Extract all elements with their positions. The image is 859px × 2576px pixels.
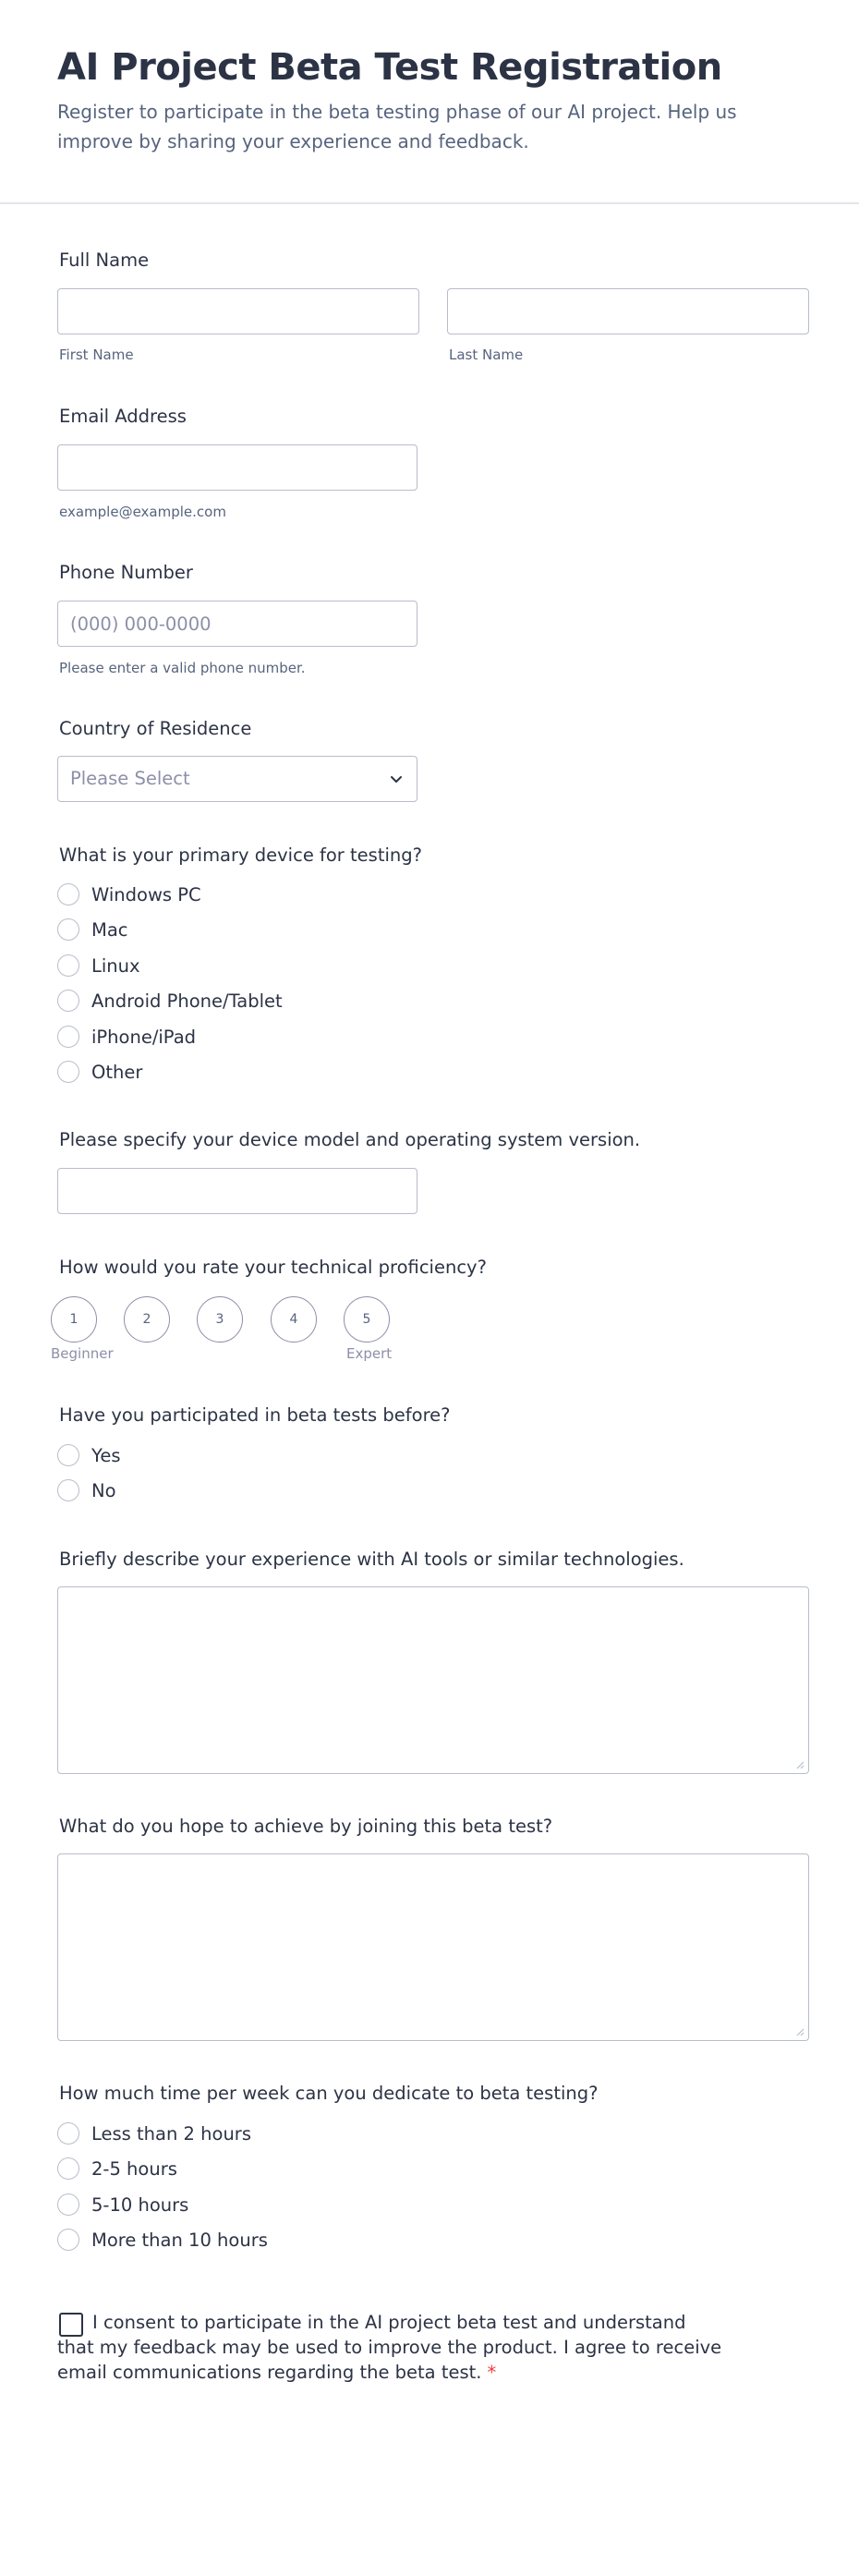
device-option[interactable] (57, 1059, 142, 1085)
radio-button[interactable] (57, 2193, 79, 2216)
device-option-label: Windows PC (91, 883, 201, 905)
radio-button[interactable] (57, 1061, 79, 1083)
rating-option-1[interactable]: 1 (51, 1296, 97, 1343)
beta-before-option-label: No (91, 1479, 116, 1501)
full-name-label: Full Name (59, 249, 150, 271)
beta-before-label: Have you participated in beta tests before? (59, 1404, 451, 1426)
country-select-value: Please Select (70, 768, 190, 789)
time-option[interactable] (57, 2120, 251, 2146)
radio-button[interactable] (57, 883, 79, 905)
device-label: What is your primary device for testing? (59, 844, 422, 866)
email-input[interactable] (57, 444, 417, 491)
first-name-sublabel: First Name (59, 346, 134, 363)
page-title: AI Project Beta Test Registration (57, 46, 722, 89)
radio-button[interactable] (57, 954, 79, 977)
device-option-label: Mac (91, 918, 128, 941)
device-option[interactable] (57, 881, 201, 907)
phone-label: Phone Number (59, 562, 193, 583)
device-model-label: Please specify your device model and operating system version. (59, 1129, 641, 1150)
radio-button[interactable] (57, 1444, 79, 1466)
time-per-week-label: How much time per week can you dedicate to beta testing? (59, 2083, 599, 2104)
radio-button[interactable] (57, 2157, 79, 2180)
rating-option-4[interactable]: 4 (271, 1296, 317, 1343)
time-option[interactable] (57, 2156, 177, 2181)
device-option[interactable] (57, 917, 128, 942)
time-option-label: Less than 2 hours (91, 2122, 251, 2145)
device-option-label: Android Phone/Tablet (91, 990, 283, 1012)
time-option-label: 2-5 hours (91, 2157, 177, 2180)
device-option-label: Other (91, 1061, 143, 1083)
proficiency-label: How would you rate your technical proficiency? (59, 1257, 487, 1278)
consent-label (57, 2310, 722, 2385)
country-label: Country of Residence (59, 718, 252, 739)
rating-option-3[interactable]: 3 (197, 1296, 243, 1343)
device-option-label: iPhone/iPad (91, 1026, 197, 1048)
time-option[interactable] (57, 2227, 268, 2253)
rating-max-label: Expert (346, 1345, 393, 1362)
phone-input[interactable] (57, 601, 417, 647)
device-option-label: Linux (91, 954, 140, 977)
radio-button[interactable] (57, 2122, 79, 2145)
goals-label: What do you hope to achieve by joining this beta test? (59, 1816, 553, 1837)
radio-button[interactable] (57, 918, 79, 941)
time-option-label: 5-10 hours (91, 2193, 189, 2216)
last-name-input[interactable] (447, 288, 809, 334)
radio-button[interactable] (57, 1026, 79, 1048)
email-sublabel: example@example.com (59, 504, 226, 520)
resize-grip-icon[interactable] (795, 2027, 805, 2036)
consent-checkbox[interactable] (59, 2313, 83, 2337)
last-name-sublabel: Last Name (449, 346, 524, 363)
beta-before-option[interactable] (57, 1442, 120, 1468)
rating-option-5[interactable]: 5 (344, 1296, 390, 1343)
consent-text: I consent to participate in the AI project beta test and understand that my feedback may be used to improve the product. I agree to receive email communications regarding the beta test. (57, 2312, 722, 2383)
phone-sublabel: Please enter a valid phone number. (59, 660, 306, 676)
beta-before-option[interactable] (57, 1477, 116, 1503)
page-subtitle: Register to participate in the beta testing phase of our AI project. Help us improve by sharing your experience and feedback. (57, 101, 737, 152)
first-name-input[interactable] (57, 288, 419, 334)
ai-experience-label: Briefly describe your experience with AI tools or similar technologies. (59, 1549, 684, 1570)
device-option[interactable] (57, 953, 140, 978)
required-asterisk: * (487, 2362, 497, 2383)
radio-button[interactable] (57, 1479, 79, 1501)
country-select[interactable] (57, 756, 417, 802)
radio-button[interactable] (57, 990, 79, 1012)
goals-textarea[interactable] (57, 1853, 809, 2041)
device-option[interactable] (57, 1024, 196, 1050)
form-header (0, 0, 859, 204)
device-model-input[interactable] (57, 1168, 417, 1214)
time-option[interactable] (57, 2192, 188, 2218)
email-label: Email Address (59, 406, 187, 427)
resize-grip-icon[interactable] (795, 1760, 805, 1769)
ai-experience-textarea[interactable] (57, 1586, 809, 1774)
chevron-down-icon (389, 772, 404, 786)
time-option-label: More than 10 hours (91, 2229, 268, 2251)
rating-min-label: Beginner (51, 1345, 114, 1362)
radio-button[interactable] (57, 2229, 79, 2251)
device-option[interactable] (57, 988, 283, 1014)
beta-before-option-label: Yes (91, 1444, 121, 1466)
rating-option-2[interactable]: 2 (124, 1296, 170, 1343)
